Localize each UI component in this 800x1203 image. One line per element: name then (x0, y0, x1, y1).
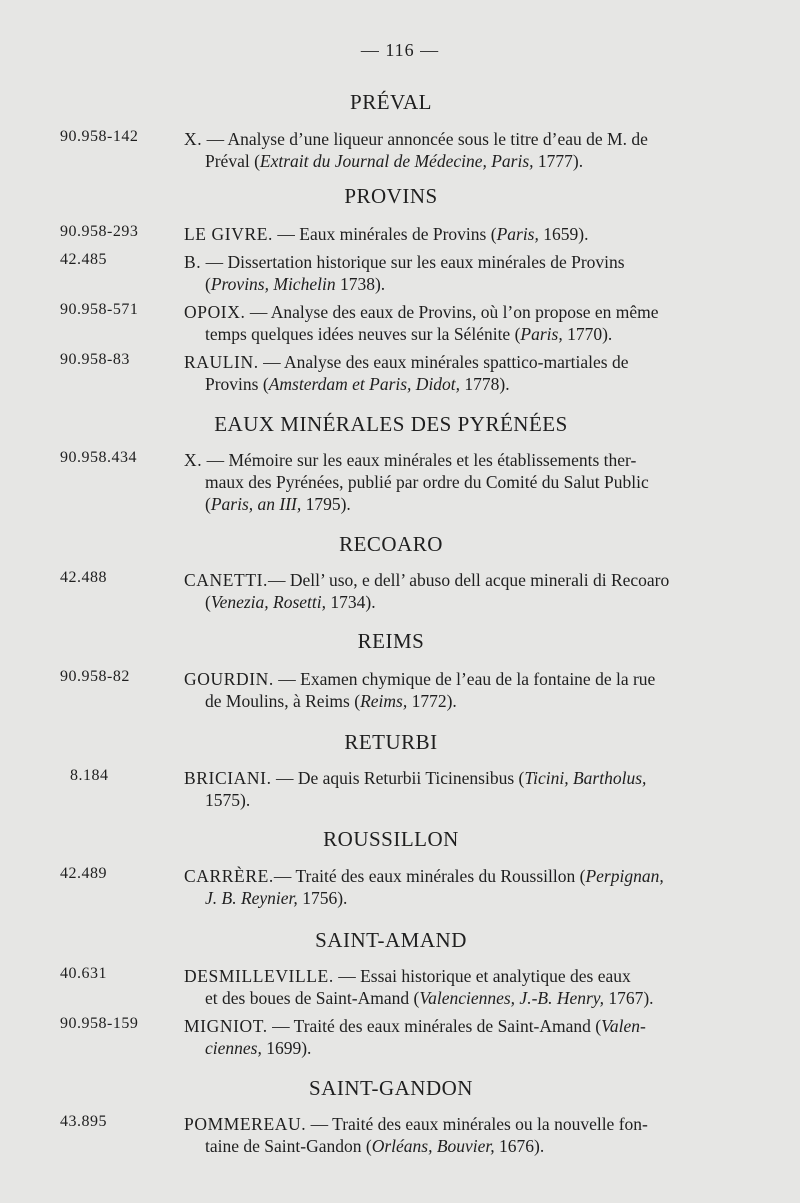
call-number: 90.958-571 (60, 301, 139, 318)
author: RAULIN. (184, 352, 259, 372)
author: DESMILLEVILLE. (184, 966, 334, 986)
section-title-recoaro: RECOARO (339, 532, 443, 556)
section-title-preval: PRÉVAL (350, 90, 432, 114)
entry-text: GOURDIN. — Examen chymique de l’eau de la fontaine de la rue de Moulins, à Reims (Reims, 1772). (184, 669, 656, 711)
section-title-saint-amand: SAINT-AMAND (315, 928, 467, 952)
call-number: 42.485 (60, 251, 107, 268)
entry-text: B. — Dissertation historique sur les eaux minérales de Provins (Provins, Michelin 1738). (184, 252, 625, 294)
entry-text: BRICIANI. — De aquis Returbii Ticinensibus (Ticini, Bartholus, 1575). (184, 768, 647, 810)
author: BRICIANI. (184, 768, 272, 788)
entry-text: OPOIX. — Analyse des eaux de Provins, où l’on propose en même temps quelques idées neuves sur la Sélénite (Paris, 1770). (184, 302, 659, 344)
author: B. (184, 252, 202, 272)
page-number: — 116 — (360, 40, 440, 60)
author: CARRÈRE. (184, 866, 274, 886)
author: POMMEREAU. (184, 1114, 307, 1134)
section-title-reims: REIMS (357, 629, 425, 653)
call-number: 43.895 (60, 1113, 107, 1130)
call-number: 90.958-142 (60, 128, 139, 145)
author: OPOIX. (184, 302, 246, 322)
entry-text: POMMEREAU. — Traité des eaux minérales ou la nouvelle fon- taine de Saint-Gandon (Orléans, Bouvier, 1676). (184, 1114, 648, 1156)
author: MIGNIOT. (184, 1016, 268, 1036)
call-number: 90.958-293 (60, 223, 139, 240)
entry-text: DESMILLEVILLE. — Essai historique et analytique des eaux et des boues de Saint-Amand (Valenciennes, J.-B. Henry, 1767). (184, 966, 654, 1008)
section-title-saint-gandon: SAINT-GANDON (309, 1076, 473, 1100)
call-number: 90.958-83 (60, 351, 130, 368)
call-number: 90.958-82 (60, 668, 130, 685)
author: X. (184, 450, 203, 470)
entry-text: X. — Analyse d’une liqueur annoncée sous le titre d’eau de M. de Préval (Extrait du Journal de Médecine, Paris, 1777). (184, 129, 648, 171)
entry-text: MIGNIOT. — Traité des eaux minérales de Saint-Amand (Valen- ciennes, 1699). (184, 1016, 646, 1058)
call-number: 40.631 (60, 965, 107, 982)
section-title-provins: PROVINS (344, 184, 438, 208)
author: LE GIVRE. (184, 224, 273, 244)
entry-text: CARRÈRE.— Traité des eaux minérales du Roussillon (Perpignan, J. B. Reynier, 1756). (184, 866, 664, 908)
section-title-returbi: RETURBI (344, 730, 438, 754)
author: X. (184, 129, 203, 149)
entry-text: RAULIN. — Analyse des eaux minérales spattico-martiales de Provins (Amsterdam et Paris, Didot, 1778). (184, 352, 629, 394)
entry-text: LE GIVRE. — Eaux minérales de Provins (Paris, 1659). (184, 224, 589, 244)
call-number: 42.488 (60, 569, 107, 586)
entry-text: CANETTI.— Dell’ uso, e dell’ abuso dell acque minerali di Recoaro (Venezia, Rosetti, 1734). (184, 570, 670, 612)
author: GOURDIN. (184, 669, 274, 689)
entry-text: X. — Mémoire sur les eaux minérales et les établissements ther- maux des Pyrénées, publié par ordre du Comité du Salut Public (Paris, an III, 1795). (184, 450, 649, 514)
author: CANETTI. (184, 570, 269, 590)
call-number: 8.184 (70, 767, 109, 784)
section-title-pyrenees: EAUX MINÉRALES DES PYRÉNÉES (214, 412, 568, 436)
call-number: 90.958-159 (60, 1015, 139, 1032)
call-number: 42.489 (60, 865, 107, 882)
section-title-roussillon: ROUSSILLON (323, 827, 459, 851)
call-number: 90.958.434 (60, 449, 137, 466)
